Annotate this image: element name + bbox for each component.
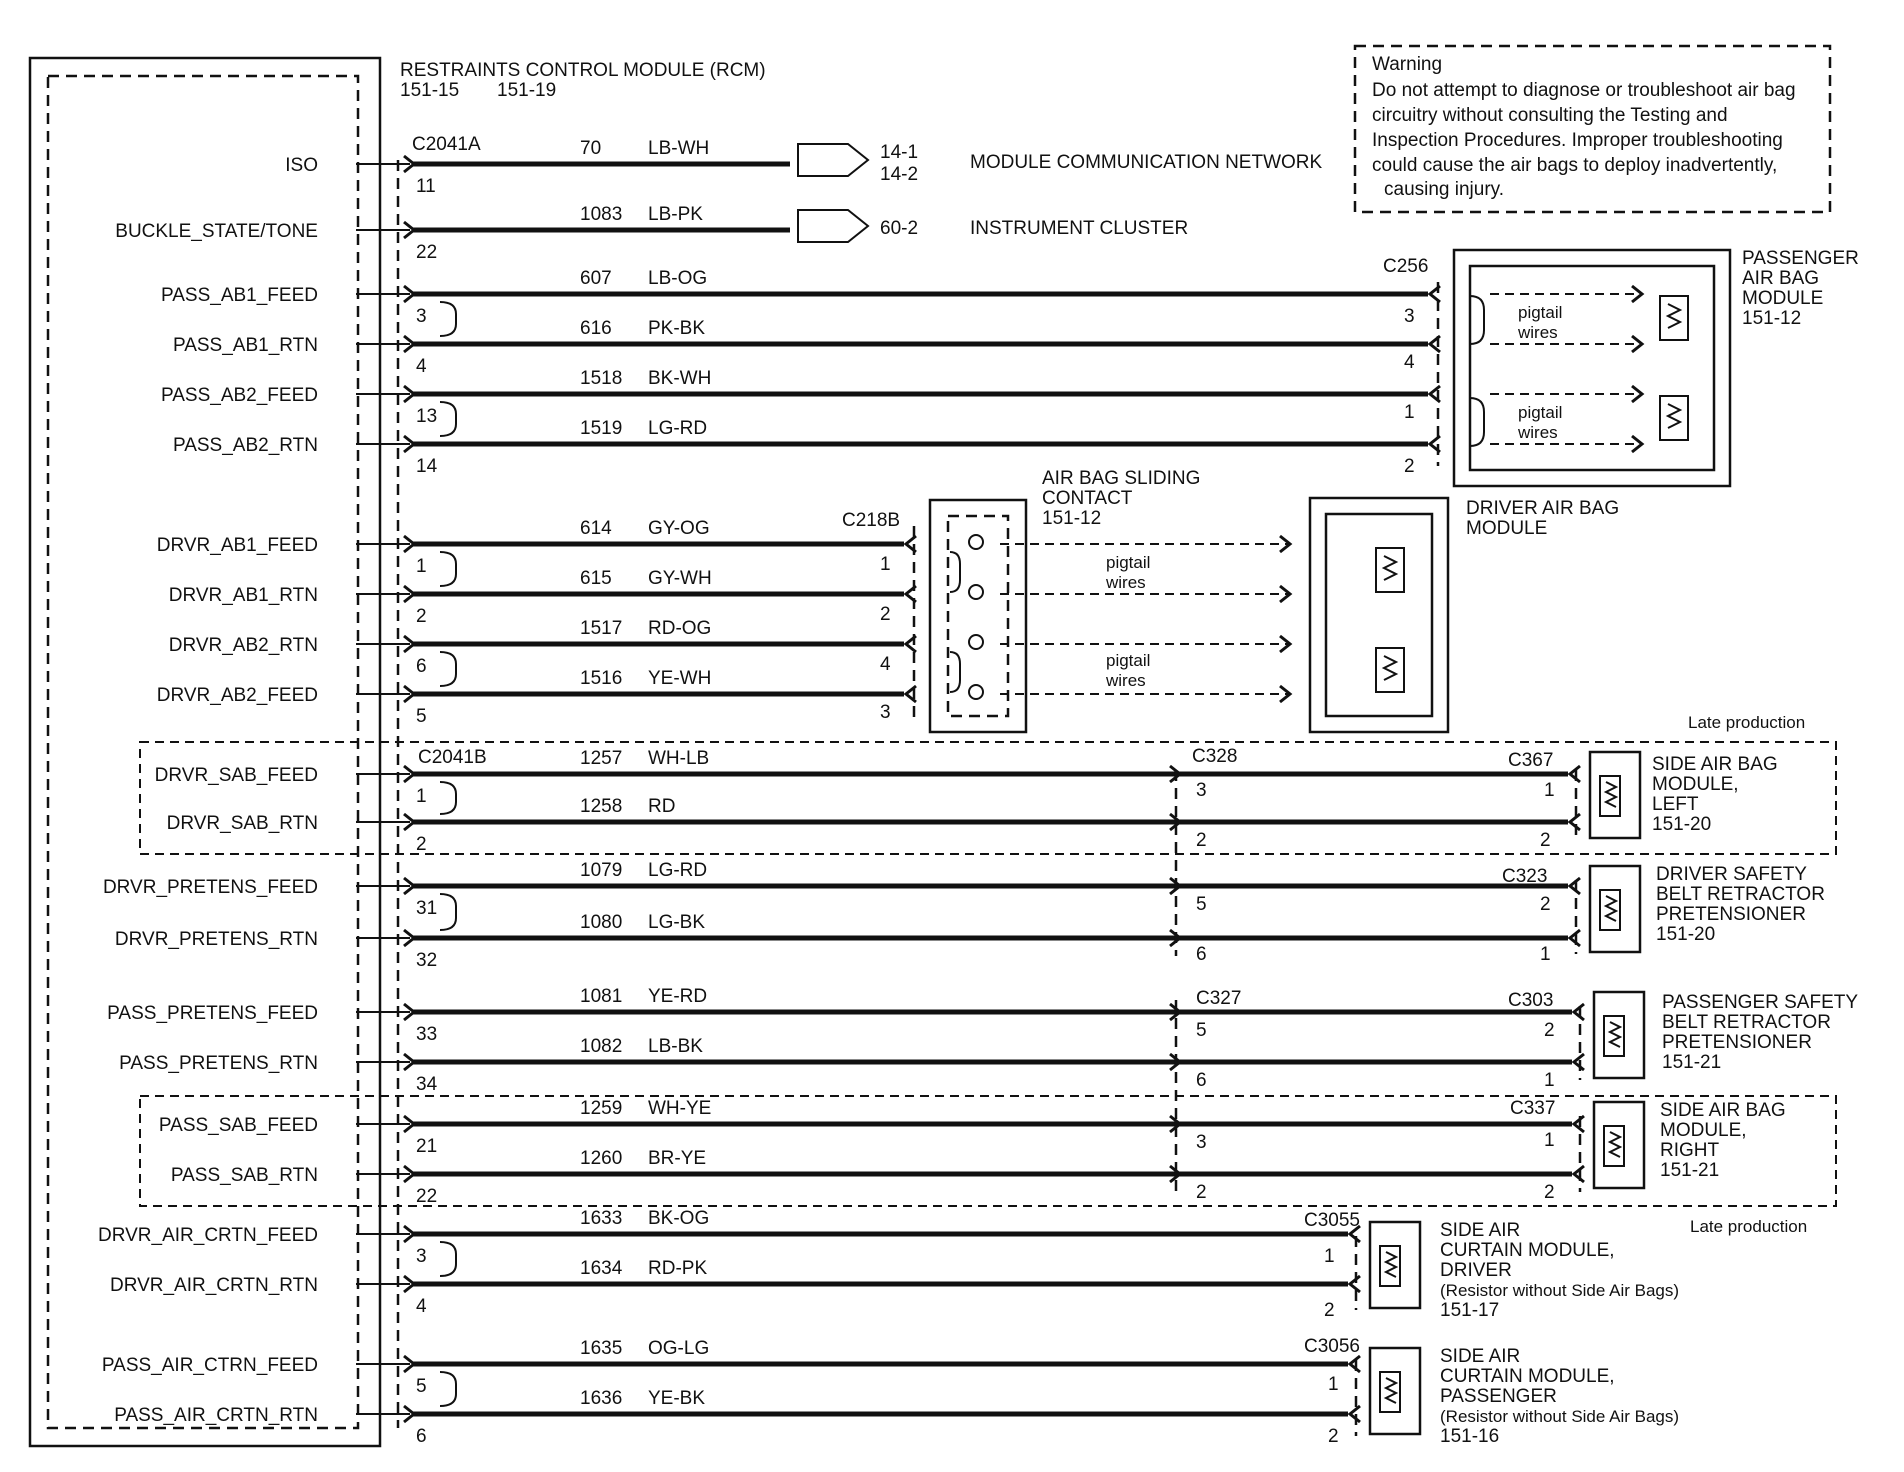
side-air-bag-right-label: 151-21 bbox=[1660, 1160, 1720, 1181]
c218b-pin: 2 bbox=[880, 604, 891, 625]
c3056-pin: 1 bbox=[1328, 1374, 1339, 1395]
c256-pin: 3 bbox=[1404, 306, 1415, 327]
wire-circuit: 1634 bbox=[580, 1258, 623, 1279]
driver-air-bag-label: MODULE bbox=[1466, 518, 1548, 539]
warning-line: circuitry without consulting the Testing and bbox=[1372, 105, 1728, 126]
c327-pin: 2 bbox=[1196, 1182, 1207, 1203]
wire-circuit: 1257 bbox=[580, 748, 623, 769]
pigtail-label: wires bbox=[1518, 323, 1558, 342]
warning-box bbox=[1355, 46, 1830, 212]
passenger-pretensioner-label: 151-21 bbox=[1662, 1052, 1722, 1073]
warning-line: Inspection Procedures. Improper troubleshooting bbox=[1372, 130, 1783, 151]
twisted-pair-bracket bbox=[440, 1242, 456, 1276]
warning-line: causing injury. bbox=[1384, 179, 1505, 200]
wire-circuit: 616 bbox=[580, 318, 612, 339]
wire-circuit: 614 bbox=[580, 518, 612, 539]
wire-color: YE-RD bbox=[648, 986, 708, 1007]
c327-pin: 5 bbox=[1196, 1020, 1207, 1041]
pigtail-label: wires bbox=[1106, 573, 1146, 592]
side-air-bag-right bbox=[1510, 1098, 1786, 1203]
curtain-driver-label: CURTAIN MODULE, bbox=[1440, 1240, 1615, 1261]
wire-circuit: 1633 bbox=[580, 1208, 623, 1229]
rcm-pin: 4 bbox=[416, 1296, 427, 1317]
signal-label: DRVR_AB2_FEED bbox=[156, 685, 318, 706]
c218b-pin: 1 bbox=[880, 554, 891, 575]
signal-label: PASS_AIR_CTRN_FEED bbox=[101, 1355, 318, 1376]
signal-label: PASS_PRETENS_RTN bbox=[119, 1053, 318, 1074]
rcm-title: RESTRAINTS CONTROL MODULE (RCM) bbox=[400, 60, 766, 81]
curtain-module-passenger bbox=[1304, 1336, 1679, 1447]
side-air-bag-right-box bbox=[1594, 1102, 1644, 1188]
signal-label: PASS_AB2_RTN bbox=[172, 435, 318, 456]
c3056-pin: 2 bbox=[1328, 1426, 1339, 1447]
signal-label: PASS_SAB_FEED bbox=[158, 1115, 318, 1136]
driver-pretensioner-label: 151-20 bbox=[1656, 924, 1716, 945]
sliding-contact-terminal bbox=[969, 535, 983, 549]
passenger-pretensioner-label: PRETENSIONER bbox=[1662, 1032, 1812, 1053]
rcm-pin: 21 bbox=[416, 1136, 438, 1157]
c328-pin: 3 bbox=[1196, 780, 1207, 801]
wire-color: RD-PK bbox=[648, 1258, 708, 1279]
curtain-driver-label: (Resistor without Side Air Bags) bbox=[1440, 1281, 1680, 1300]
driver-pretensioner-label: PRETENSIONER bbox=[1656, 904, 1806, 925]
c256-pin: 1 bbox=[1404, 402, 1415, 423]
passenger-pretensioner bbox=[1508, 990, 1858, 1091]
rcm-pin: 2 bbox=[416, 606, 427, 627]
resistor-icon bbox=[1668, 404, 1680, 428]
wire-color: RD-OG bbox=[648, 618, 712, 639]
wire-circuit: 1079 bbox=[580, 860, 623, 881]
rcm-pin: 4 bbox=[416, 356, 427, 377]
warning-heading: Warning bbox=[1372, 54, 1443, 75]
wire-color: GY-OG bbox=[648, 518, 710, 539]
rcm-pin: 34 bbox=[416, 1074, 438, 1095]
passenger-air-bag-label: PASSENGER bbox=[1742, 248, 1859, 269]
wire-circuit: 607 bbox=[580, 268, 612, 289]
late-production-box-2 bbox=[140, 1096, 1836, 1206]
twisted-pair-bracket bbox=[440, 402, 456, 436]
c327-pin: 3 bbox=[1196, 1132, 1207, 1153]
resistor-icon bbox=[1610, 1132, 1620, 1157]
c337-label: C337 bbox=[1510, 1098, 1556, 1119]
passenger-air-bag-label: MODULE bbox=[1742, 288, 1824, 309]
wire-color: LG-RD bbox=[648, 860, 708, 881]
c256-pin: 2 bbox=[1404, 456, 1415, 477]
wire-color: LB-OG bbox=[648, 268, 708, 289]
c3056-label: C3056 bbox=[1304, 1336, 1360, 1357]
rcm-pin: 11 bbox=[416, 176, 436, 197]
wire-color: BK-OG bbox=[648, 1208, 710, 1229]
wire-color: YE-WH bbox=[648, 668, 712, 689]
side-air-bag-left-label: 151-20 bbox=[1652, 814, 1712, 835]
c337-pin: 1 bbox=[1544, 1130, 1555, 1151]
c323-pin: 2 bbox=[1540, 894, 1551, 915]
pigtail-label: pigtail bbox=[1518, 403, 1563, 422]
wire-color: LG-BK bbox=[648, 912, 706, 933]
cluster-destination bbox=[798, 210, 1188, 242]
c3055-label: C3055 bbox=[1304, 1210, 1360, 1231]
squib-icon bbox=[1604, 1016, 1624, 1056]
c323-pin: 1 bbox=[1540, 944, 1551, 965]
c218b-pin: 3 bbox=[880, 702, 891, 723]
passenger-pretensioner-label: BELT RETRACTOR bbox=[1662, 1012, 1831, 1033]
rcm-pin: 32 bbox=[416, 950, 438, 971]
passenger-air-bag-label: 151-12 bbox=[1742, 308, 1802, 329]
wire-circuit: 1081 bbox=[580, 986, 623, 1007]
wire-circuit: 1518 bbox=[580, 368, 623, 389]
sliding-contact-label: 151-12 bbox=[1042, 508, 1102, 529]
side-air-bag-left-label: MODULE, bbox=[1652, 774, 1739, 795]
rcm-connector-a: C2041A bbox=[412, 134, 481, 155]
driver-air-bag-label: DRIVER AIR BAG bbox=[1466, 498, 1620, 519]
c303-pin: 1 bbox=[1544, 1070, 1555, 1091]
signal-label: PASS_AB1_RTN bbox=[172, 335, 318, 356]
c328-label: C328 bbox=[1192, 746, 1238, 767]
c328-pin: 6 bbox=[1196, 944, 1207, 965]
c3055-pin: 1 bbox=[1324, 1246, 1335, 1267]
signal-label: DRVR_PRETENS_RTN bbox=[114, 929, 318, 950]
wire-color: BR-YE bbox=[648, 1148, 707, 1169]
pigtail-label: pigtail bbox=[1106, 553, 1151, 572]
sliding-contact-label: AIR BAG SLIDING bbox=[1042, 468, 1201, 489]
rcm-ref-2: 151-19 bbox=[497, 80, 557, 101]
curtain-passenger-label: (Resistor without Side Air Bags) bbox=[1440, 1407, 1680, 1426]
resistor-icon bbox=[1610, 1022, 1620, 1047]
wire-circuit: 1635 bbox=[580, 1338, 623, 1359]
side-air-bag-right-label: RIGHT bbox=[1660, 1140, 1720, 1161]
signal-label: DRVR_AB2_RTN bbox=[168, 635, 318, 656]
wire-circuit: 1260 bbox=[580, 1148, 623, 1169]
resistor-icon bbox=[1386, 1378, 1396, 1403]
curtain-passenger-label: CURTAIN MODULE, bbox=[1440, 1366, 1615, 1387]
rcm-pin: 3 bbox=[416, 1246, 427, 1267]
late-production-label: Late production bbox=[1688, 713, 1806, 732]
resistor-icon bbox=[1668, 304, 1680, 328]
passenger-air-bag-module bbox=[1383, 248, 1859, 486]
signal-label: PASS_SAB_RTN bbox=[170, 1165, 318, 1186]
side-air-bag-left-label: LEFT bbox=[1652, 794, 1699, 815]
passenger-pretensioner-label: PASSENGER SAFETY bbox=[1662, 992, 1859, 1013]
pigtail-label: pigtail bbox=[1518, 303, 1563, 322]
twisted-pair-bracket bbox=[440, 302, 456, 336]
c328-pin: 2 bbox=[1196, 830, 1207, 851]
network-label: MODULE COMMUNICATION NETWORK bbox=[970, 152, 1323, 173]
wire-circuit: 1519 bbox=[580, 418, 623, 439]
rcm-pin: 3 bbox=[416, 306, 427, 327]
driver-pretensioner-label: BELT RETRACTOR bbox=[1656, 884, 1825, 905]
c3055-pin: 2 bbox=[1324, 1300, 1335, 1321]
wire-color: GY-WH bbox=[648, 568, 712, 589]
cluster-connector-icon bbox=[798, 210, 868, 242]
driver-pretensioner bbox=[1502, 864, 1825, 965]
rcm-connector-b: C2041B bbox=[418, 747, 487, 768]
wire-color: LB-BK bbox=[648, 1036, 703, 1057]
pigtail-label: wires bbox=[1106, 671, 1146, 690]
network-ref-2: 14-2 bbox=[880, 164, 919, 185]
wire-color: YE-BK bbox=[648, 1388, 706, 1409]
twisted-pair-bracket bbox=[440, 1372, 456, 1406]
sliding-contact-terminal bbox=[969, 685, 983, 699]
side-air-bag-left-box bbox=[1590, 752, 1640, 838]
driver-pretensioner-label: DRIVER SAFETY bbox=[1656, 864, 1807, 885]
squib-icon bbox=[1600, 890, 1620, 930]
signal-label: DRVR_SAB_FEED bbox=[154, 765, 318, 786]
wire-color: LG-RD bbox=[648, 418, 708, 439]
sliding-contact-terminal bbox=[969, 635, 983, 649]
rcm-pin: 13 bbox=[416, 406, 438, 427]
signal-label: DRVR_AIR_CRTN_FEED bbox=[98, 1225, 318, 1246]
late-production-box-1 bbox=[140, 742, 1836, 854]
side-air-bag-right-label: SIDE AIR BAG bbox=[1660, 1100, 1786, 1121]
wire-circuit: 70 bbox=[580, 138, 602, 159]
signal-label: DRVR_PRETENS_FEED bbox=[102, 877, 318, 898]
squib-icon bbox=[1600, 776, 1620, 816]
pass-ab2-bracket bbox=[1470, 398, 1484, 446]
wire-circuit: 1258 bbox=[580, 796, 623, 817]
rcm-pin: 22 bbox=[416, 1186, 438, 1207]
passenger-air-bag-label: AIR BAG bbox=[1742, 268, 1820, 289]
squib-icon bbox=[1604, 1126, 1624, 1166]
rcm-pin: 14 bbox=[416, 456, 438, 477]
c367-pin: 2 bbox=[1540, 830, 1551, 851]
c323-label: C323 bbox=[1502, 866, 1548, 887]
resistor-icon bbox=[1384, 556, 1396, 580]
rcm-pin: 31 bbox=[416, 898, 438, 919]
wire-circuit: 1080 bbox=[580, 912, 623, 933]
squib-icon bbox=[1380, 1246, 1400, 1286]
twisted-pair-bracket bbox=[440, 552, 456, 586]
c256-label: C256 bbox=[1383, 256, 1429, 277]
driver-air-bag-outer bbox=[1310, 498, 1448, 732]
rcm-pin: 33 bbox=[416, 1024, 438, 1045]
driver-air-bag-module bbox=[1310, 498, 1619, 732]
c327-label: C327 bbox=[1196, 988, 1242, 1009]
wire-circuit: 1636 bbox=[580, 1388, 623, 1409]
resistor-icon bbox=[1384, 656, 1396, 680]
wire-color: LB-PK bbox=[648, 204, 703, 225]
wire-color: OG-LG bbox=[648, 1338, 710, 1359]
signal-label: DRVR_AB1_FEED bbox=[156, 535, 318, 556]
network-ref-1: 14-1 bbox=[880, 142, 919, 163]
wire-circuit: 1259 bbox=[580, 1098, 623, 1119]
curtain-driver-label: DRIVER bbox=[1440, 1260, 1512, 1281]
c328-pin: 5 bbox=[1196, 894, 1207, 915]
pass-ab1-bracket bbox=[1470, 296, 1484, 344]
c303-pin: 2 bbox=[1544, 1020, 1555, 1041]
c327-pin: 6 bbox=[1196, 1070, 1207, 1091]
sliding-contact-bracket bbox=[950, 652, 960, 692]
wire-circuit: 1517 bbox=[580, 618, 623, 639]
side-air-bag-right-label: MODULE, bbox=[1660, 1120, 1747, 1141]
twisted-pair-bracket bbox=[440, 894, 456, 930]
signal-label: DRVR_SAB_RTN bbox=[166, 813, 318, 834]
signal-label: DRVR_AB1_RTN bbox=[168, 585, 318, 606]
wire-color: LB-WH bbox=[648, 138, 710, 159]
rcm-pin: 5 bbox=[416, 1376, 427, 1397]
side-air-bag-left bbox=[1508, 750, 1778, 851]
twisted-pair-bracket bbox=[440, 652, 456, 686]
wire-color: WH-YE bbox=[648, 1098, 712, 1119]
curtain-driver-box bbox=[1370, 1222, 1420, 1308]
wire-color: PK-BK bbox=[648, 318, 706, 339]
sliding-contact-terminal bbox=[969, 585, 983, 599]
rcm-pin: 22 bbox=[416, 242, 438, 263]
rcm-pin: 5 bbox=[416, 706, 427, 727]
signal-label: PASS_PRETENS_FEED bbox=[107, 1003, 318, 1024]
curtain-driver-label: SIDE AIR bbox=[1440, 1220, 1521, 1241]
pigtail-label: pigtail bbox=[1106, 651, 1151, 670]
rcm-pin: 2 bbox=[416, 834, 427, 855]
wire-color: RD bbox=[648, 796, 676, 817]
c367-pin: 1 bbox=[1544, 780, 1555, 801]
late-production-label: Late production bbox=[1690, 1217, 1808, 1236]
wire-circuit: 1082 bbox=[580, 1036, 623, 1057]
cluster-label: INSTRUMENT CLUSTER bbox=[970, 218, 1189, 239]
rcm-ref-1: 151-15 bbox=[400, 80, 460, 101]
c256-pin: 4 bbox=[1404, 352, 1415, 373]
network-destination bbox=[798, 142, 1323, 185]
signal-label: DRVR_AIR_CRTN_RTN bbox=[110, 1275, 318, 1296]
warning-line: Do not attempt to diagnose or troubleshoot air bag bbox=[1372, 80, 1796, 101]
signal-label: ISO bbox=[285, 155, 318, 176]
curtain-passenger-label: SIDE AIR bbox=[1440, 1346, 1521, 1367]
side-air-bag-left-label: SIDE AIR BAG bbox=[1652, 754, 1778, 775]
network-connector-icon bbox=[798, 144, 868, 176]
wire-color: BK-WH bbox=[648, 368, 712, 389]
driver-air-bag-inner bbox=[1326, 514, 1432, 716]
pigtail-label: wires bbox=[1518, 423, 1558, 442]
resistor-icon bbox=[1606, 896, 1616, 921]
signal-label: PASS_AIR_CRTN_RTN bbox=[114, 1405, 318, 1426]
resistor-icon bbox=[1386, 1252, 1396, 1277]
c367-label: C367 bbox=[1508, 750, 1554, 771]
sliding-contact-label: CONTACT bbox=[1042, 488, 1133, 509]
c218b-label: C218B bbox=[842, 510, 901, 531]
c337-pin: 2 bbox=[1544, 1182, 1555, 1203]
wire-color: WH-LB bbox=[648, 748, 710, 769]
driver-pretensioner-box bbox=[1590, 866, 1640, 952]
sliding-contact-bracket bbox=[950, 552, 960, 592]
c303-label: C303 bbox=[1508, 990, 1554, 1011]
rcm-pin: 1 bbox=[416, 556, 427, 577]
c218b-pin: 4 bbox=[880, 654, 891, 675]
curtain-driver-label: 151-17 bbox=[1440, 1300, 1500, 1321]
squib-icon bbox=[1380, 1372, 1400, 1412]
signal-label: BUCKLE_STATE/TONE bbox=[115, 221, 318, 242]
passenger-air-bag-outer bbox=[1454, 250, 1730, 486]
rcm-pin: 6 bbox=[416, 1426, 427, 1447]
wire-circuit: 615 bbox=[580, 568, 612, 589]
wire-circuit: 1083 bbox=[580, 204, 623, 225]
curtain-passenger-box bbox=[1370, 1348, 1420, 1434]
rcm-pin: 1 bbox=[416, 786, 427, 807]
signal-label: PASS_AB2_FEED bbox=[160, 385, 318, 406]
passenger-pretensioner-box bbox=[1594, 992, 1644, 1078]
curtain-passenger-label: PASSENGER bbox=[1440, 1386, 1557, 1407]
resistor-icon bbox=[1606, 782, 1616, 807]
rcm-pin: 6 bbox=[416, 656, 427, 677]
warning-line: could cause the air bags to deploy inadvertently, bbox=[1372, 155, 1778, 176]
cluster-ref: 60-2 bbox=[880, 218, 919, 239]
curtain-passenger-label: 151-16 bbox=[1440, 1426, 1500, 1447]
twisted-pair-bracket bbox=[440, 782, 456, 814]
wire-circuit: 1516 bbox=[580, 668, 623, 689]
signal-label: PASS_AB1_FEED bbox=[160, 285, 318, 306]
